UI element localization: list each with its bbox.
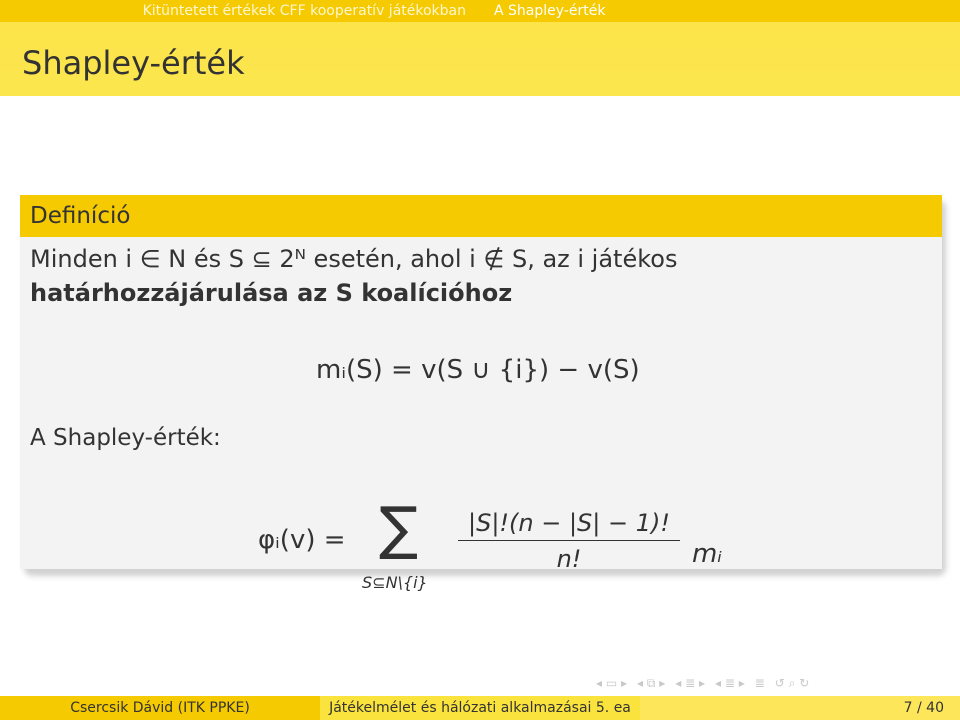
definition-block-body [20,237,942,592]
footline [0,696,960,720]
nav-frame-icon[interactable]: ◂ ▭ ▸ [596,676,628,690]
fraction-bar [458,540,680,541]
sum-symbol: ∑ [379,494,419,562]
shapley-label: A Shapley-érték: [30,425,221,451]
trailing-marginal-term: mᵢ [692,539,722,569]
sum-index: S⊆N\{i} [362,573,428,592]
nav-align-icon[interactable]: ≣ [754,676,765,690]
nav-subsection-icon[interactable]: ◂ ⧉ ▸ [637,676,666,690]
shapley-formula-lhs: φᵢ(v) = [258,525,346,555]
footer-title: Játékelmélet és hálózati alkalmazásai 5. ea [320,696,640,720]
footer-page-number: 7 / 40 [640,696,960,720]
headline-subsection[interactable]: A Shapley-érték [494,3,606,19]
footer-author: Csercsik Dávid (ITK PPKE) [0,696,320,720]
marginal-contribution-formula: mᵢ(S) = v(S ∪ {i}) − v(S) [316,355,640,385]
fraction-numerator: |S|!(n − |S| − 1)! [468,509,670,537]
beamer-navigation [596,676,809,691]
definition-line-1: Minden i ∈ N és S ⊆ 2ᴺ esetén, ahol i ∉ S, az i játékos [30,245,678,273]
definition-block-title: Definíció [20,195,942,237]
headline-bar [0,0,960,22]
headline-section[interactable]: Kitüntetett értékek CFF kooperatív játékokban [142,3,466,19]
definition-line-2: határhozzájárulása az S koalícióhoz [30,279,513,307]
nav-section-icon[interactable]: ◂ ≣ ▸ [675,676,705,690]
frame-title: Shapley-érték [22,44,245,82]
nav-document-icon[interactable]: ◂ ≣ ▸ [715,676,745,690]
shapley-weight-fraction [458,509,680,573]
nav-search-icon[interactable]: ↺ ⌕ ↻ [774,676,810,690]
fraction-denominator: n! [556,545,582,573]
definition-block [20,195,942,592]
